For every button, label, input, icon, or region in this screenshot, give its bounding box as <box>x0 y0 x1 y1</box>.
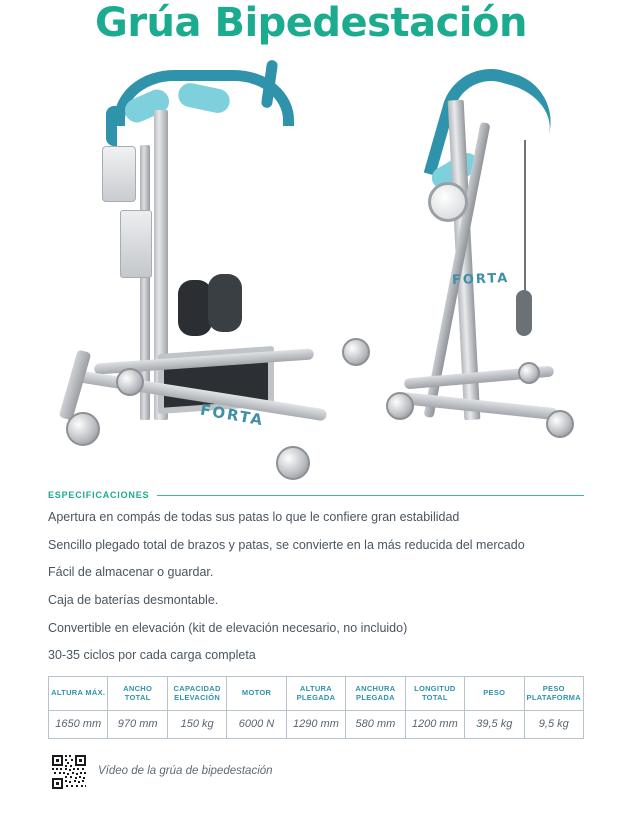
feature-item: Caja de baterías desmontable. <box>48 592 219 607</box>
specifications-label: ESPECIFICACIONES <box>48 490 150 500</box>
table-header-cell: PESO <box>465 676 524 710</box>
table-header-cell: CAPACIDAD ELEVACIÓN <box>167 676 226 710</box>
product-image-band <box>48 50 584 482</box>
base-leg-left <box>59 349 92 420</box>
feature-item: Sencillo plegado total de brazos y patas, se convierte en la más reducida del mercado <box>48 537 525 552</box>
qr-code-icon[interactable] <box>48 751 88 791</box>
gauge-dial <box>428 182 468 222</box>
knee-pad-left <box>178 280 212 336</box>
table-cell: 580 mm <box>346 710 405 738</box>
feature-list <box>48 510 584 664</box>
table-row <box>49 710 584 738</box>
feature-item: Fácil de almacenar o guardar. <box>48 565 214 580</box>
knee-pad-right <box>208 274 242 332</box>
hand-control <box>516 290 532 336</box>
wheel-mid-left <box>116 368 144 396</box>
battery-box <box>120 210 152 278</box>
video-link-row[interactable] <box>48 751 584 791</box>
wheel-front-right <box>276 446 310 480</box>
product-image-front <box>58 50 388 482</box>
table-header-cell: ANCHO TOTAL <box>108 676 167 710</box>
wheel-folded-mid <box>518 362 540 384</box>
video-link-label[interactable]: Vídeo de la grúa de bipedestación <box>98 764 273 777</box>
table-cell: 39,5 kg <box>465 710 524 738</box>
brand-logo-left: FORTA <box>198 400 266 430</box>
table-header-cell: ALTURA PLEGADA <box>286 676 345 710</box>
table-header-cell: MOTOR <box>227 676 286 710</box>
feature-item: Convertible en elevación (kit de elevación necesario, no incluido) <box>48 620 408 635</box>
table-cell: 9,5 kg <box>524 710 584 738</box>
table-cell: 150 kg <box>167 710 226 738</box>
product-image-folded <box>378 60 578 460</box>
specifications-heading <box>48 490 584 500</box>
table-header-cell: LONGITUD TOTAL <box>405 676 464 710</box>
specifications-table <box>48 676 584 739</box>
table-cell: 6000 N <box>227 710 286 738</box>
feature-item: 30-35 ciclos por cada carga completa <box>48 648 256 663</box>
page-title: Grúa Bipedestación <box>95 0 527 46</box>
table-header-cell: PESO PLATAFORMA <box>524 676 584 710</box>
table-cell: 1290 mm <box>286 710 345 738</box>
wheel-rear-right <box>342 338 370 366</box>
heading-divider <box>157 495 584 496</box>
control-box <box>102 146 136 202</box>
wheel-folded-left <box>386 392 414 420</box>
power-cable <box>524 140 526 310</box>
table-header-row <box>49 676 584 710</box>
table-cell: 1650 mm <box>49 710 108 738</box>
feature-item: Apertura en compás de todas sus patas lo que le confiere gran estabilidad <box>48 510 460 524</box>
table-cell: 1200 mm <box>405 710 464 738</box>
wheel-folded-right <box>546 410 574 438</box>
table-header-cell: ANCHURA PLEGADA <box>346 676 405 710</box>
table-header-cell: ALTURA MÁX. <box>49 676 108 710</box>
table-cell: 970 mm <box>108 710 167 738</box>
wheel-front-left <box>66 412 100 446</box>
brand-logo-right: FORTA <box>451 271 510 288</box>
